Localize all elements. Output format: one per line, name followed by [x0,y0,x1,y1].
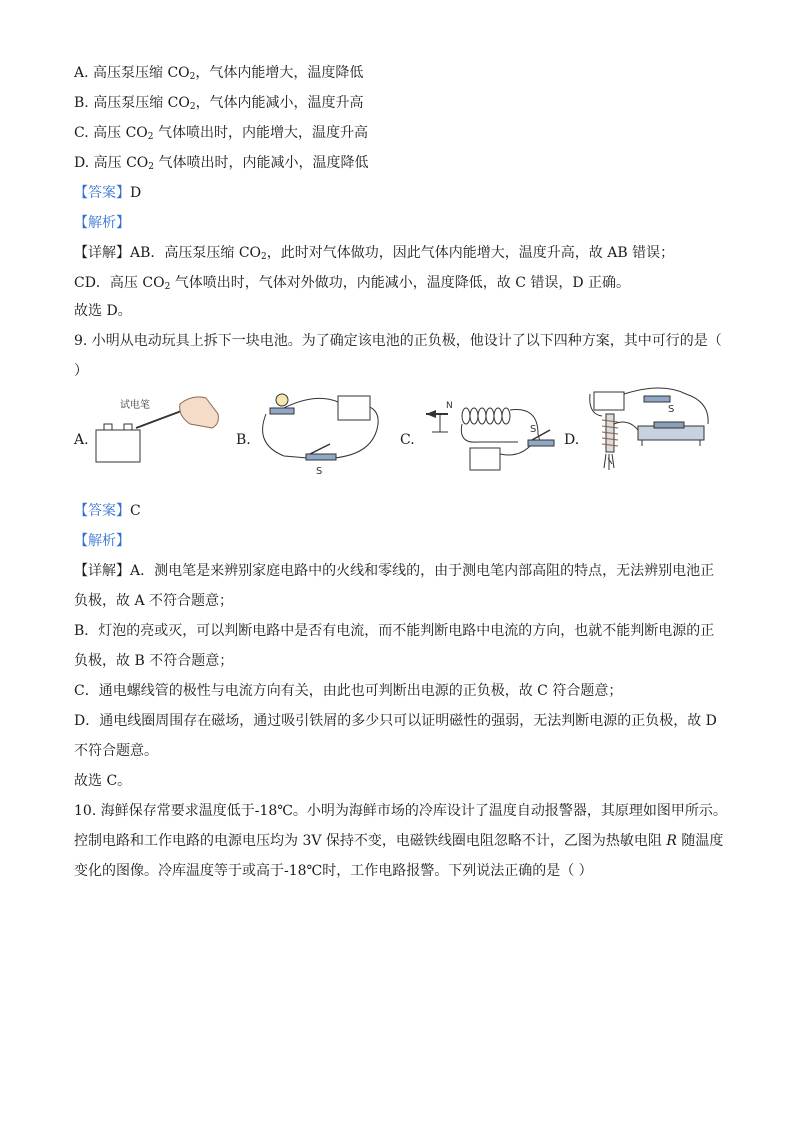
answer-tag: 【答案】 [74,185,130,201]
q9-detail-d: D．通电线圈周围存在磁场，通过吸引铁屑的多少只可以证明磁性的强弱，无法判断电源的正负极，故 D [74,713,717,729]
fig-a-label: A. [74,432,89,448]
fig-c-solenoid-circuit [418,384,558,476]
q9-analysis-tag: 【解析】 [74,533,130,549]
fig-c-pole-label: N [446,401,453,411]
q9-answer: 【答案】C [74,503,141,519]
fig-d-switch-label: S [668,404,675,415]
fig-a-pen-label: 试电笔 [120,400,150,411]
q8-option-a: A. 高压泵压缩 $CO_2$，气体内能增大，温度降低 [74,65,364,82]
q9-figures [74,384,714,480]
q9-detail-b-cont: 负极，故 B 不符合题意； [74,653,234,669]
q10-stem-line3: 变化的图像。冷库温度等于或高于-18℃时，工作电路报警。下列说法正确的是（ ） [74,863,593,879]
fig-c-label: C. [400,432,415,448]
q8-detail-line1: 【详解】AB．高压泵压缩 $CO_2$，此时对气体做功，因此气体内能增大，温度升高，故 AB 错误； [74,245,675,262]
fig-c-switch-label: S [530,424,537,435]
q9-detail-a-cont: 负极，故 A 不符合题意； [74,593,234,609]
answer-tag: 【答案】 [74,503,130,519]
q8-detail-line2: CD．高压 $CO_2$ 气体喷出时，气体对外做功，内能减小，温度降低，故 C 错误，D 正确。 [74,275,631,292]
fig-a-test-pen-battery [92,384,222,474]
q8-option-d: D. 高压 $CO_2$ 气体喷出时，内能减小，温度降低 [74,155,369,172]
q8-answer: 【答案】D [74,185,142,201]
q10-stem-line2: 控制电路和工作电路的电源电压均为 3V 保持不变，电磁铁线圈电阻忽略不计，乙图为热敏电阻 R 随温度 [74,833,724,849]
q9-detail-d-cont: 不符合题意。 [74,743,158,759]
q9-detail-a: 【详解】A．测电笔是来辨别家庭电路中的火线和零线的，由于测电笔内部高阻的特点，无法辨别电池正 [74,563,715,579]
q9-conclusion: 故选 C。 [74,773,132,789]
fig-b-label: B. [236,432,251,448]
q9-stem-end: ） [74,363,88,379]
fig-b-switch-label: S [316,466,323,476]
q8-conclusion: 故选 D。 [74,303,132,319]
q8-option-c: C. 高压 $CO_2$ 气体喷出时，内能增大，温度升高 [74,125,368,142]
fig-d-electromagnet-circuit [582,384,714,476]
q9-stem: 9. 小明从电动玩具上拆下一块电池。为了确定该电池的正负极，他设计了以下四种方案，其中可行的是（ [74,333,722,349]
fig-d-label: D. [564,432,580,448]
q8-analysis-tag: 【解析】 [74,215,130,231]
q10-stem-line1: 10. 海鲜保存常要求温度低于-18℃。小明为海鲜市场的冷库设计了温度自动报警器，其原理如图甲所示。 [74,803,727,819]
q9-detail-c: C．通电螺线管的极性与电流方向有关，由此也可判断出电源的正负极，故 C 符合题意； [74,683,623,699]
fig-b-bulb-circuit [254,384,384,476]
q9-detail-b: B．灯泡的亮或灭，可以判断电路中是否有电流，而不能判断电路中电流的方向，也就不能判断电源的正 [74,623,715,639]
q8-option-b: B. 高压泵压缩 $CO_2$，气体内能减小，温度升高 [74,95,364,112]
